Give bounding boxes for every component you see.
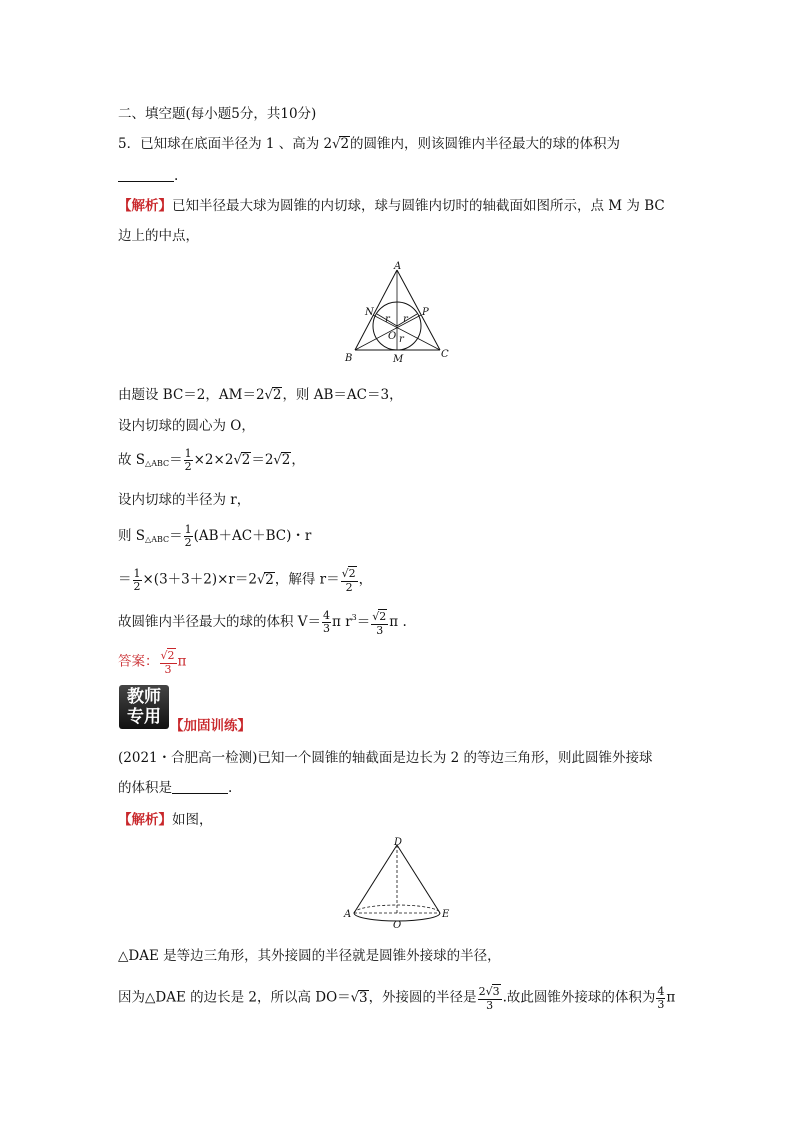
analysis-tag: 【解析】	[118, 812, 172, 828]
equals: ＝	[356, 614, 371, 630]
step-1-text-end: ，则 AB＝AC＝3，	[282, 387, 403, 403]
equals: ＝	[169, 528, 183, 544]
denominator: 2	[184, 536, 192, 549]
sqrt-symbol: √	[264, 388, 273, 403]
subscript: △ABC	[145, 535, 170, 544]
badge-line-1: 教师	[127, 687, 161, 707]
superscript: 3	[351, 613, 357, 622]
numerator: 1	[184, 447, 192, 460]
radicand: 2	[348, 567, 356, 580]
label-A: A	[394, 261, 402, 272]
fraction	[133, 568, 142, 593]
radicand: 2	[167, 649, 175, 662]
analysis-text: 如图，	[172, 812, 213, 828]
conclusion-line-1: △DAE 是等边三角形，其外接圆的半径就是圆锥外接球的半径，	[118, 948, 501, 964]
label-B: B	[345, 353, 353, 364]
denominator: 2	[133, 579, 141, 593]
step-6-text: ×(3＋3＋2)×r＝2	[142, 571, 257, 588]
conclusion-text: ，外接圆的半径是	[368, 989, 477, 1006]
sqrt-symbol: √	[350, 990, 359, 1006]
step-3-text: 故 S	[118, 452, 146, 468]
numerator: 1	[133, 566, 141, 580]
fraction	[656, 986, 665, 1011]
step-6-text: ，解得 r＝	[274, 571, 340, 588]
sqrt-symbol: √	[233, 453, 242, 468]
fraction	[184, 448, 193, 473]
label-D: D	[394, 837, 403, 848]
fraction-sqrt	[341, 566, 358, 594]
conclusion-line-2	[118, 984, 675, 1012]
numerator: √2	[372, 609, 387, 623]
denominator: 3	[323, 622, 331, 635]
radicand: 3	[492, 985, 500, 998]
denominator: 3	[164, 663, 172, 676]
badge-line-2: 专用	[127, 707, 161, 727]
numerator: 2√3	[478, 985, 500, 998]
radicand: 2	[241, 452, 251, 468]
answer-blank[interactable]	[118, 167, 174, 182]
step-4: 设内切球的半径为 r，	[118, 492, 251, 508]
fraction	[184, 524, 193, 549]
numerator: √2	[160, 649, 175, 662]
analysis-line-1	[118, 196, 665, 216]
label-A: A	[344, 909, 352, 920]
label-P: P	[422, 307, 429, 318]
step-5	[118, 524, 311, 550]
step-6-text-end: ，	[358, 571, 373, 588]
label-O: O	[393, 920, 402, 931]
sqrt-symbol: √	[273, 453, 282, 468]
training-text: 的体积是	[118, 780, 172, 796]
question-5	[118, 134, 620, 155]
radicand: 3	[358, 989, 368, 1006]
label-r-right: r	[403, 314, 408, 325]
fraction	[322, 610, 331, 635]
step-7-text: 故圆锥内半径最大的球的体积 V＝	[118, 614, 322, 630]
numerator: √2	[341, 567, 356, 580]
label-M: M	[393, 354, 404, 365]
numerator: 1	[184, 523, 192, 536]
label-r-bottom: r	[399, 334, 404, 345]
section-heading: 二、填空题(每小题5分，共10分)	[118, 106, 317, 122]
teacher-only-badge	[119, 685, 169, 729]
radicand: 2	[281, 452, 291, 468]
numerator: 4	[657, 984, 665, 998]
fraction-sqrt	[478, 984, 502, 1012]
radicand: 2	[379, 609, 387, 623]
step-7-text-end: π .	[389, 614, 407, 630]
denominator: 2	[345, 581, 353, 594]
denominator: 3	[486, 999, 494, 1012]
step-3-text: ，	[291, 452, 305, 468]
step-3	[118, 448, 305, 474]
denominator: 3	[657, 997, 665, 1011]
label-C: C	[441, 349, 449, 360]
step-1	[118, 385, 403, 406]
end-mark: .	[174, 168, 179, 184]
step-2: 设内切球的圆心为 O，	[118, 418, 255, 434]
radicand: 2	[265, 571, 274, 588]
conclusion-text: .故此圆锥外接球的体积为	[502, 989, 656, 1006]
question-text: ．已知球在底面半径为 1 、高为 2	[126, 136, 333, 152]
step-1-text: 由题设 BC＝2，AM＝2	[118, 387, 265, 403]
step-7	[118, 608, 407, 637]
figure-inscribed-sphere	[340, 260, 455, 370]
answer-line	[118, 648, 186, 676]
label-N: N	[365, 307, 374, 318]
coefficient: 2	[478, 985, 486, 998]
label-r-left: r	[385, 314, 390, 325]
end-mark: .	[228, 780, 233, 796]
question-text-end: 的圆锥内，则该圆锥内半径最大的球的体积为	[350, 136, 621, 152]
step-3-text: ＝2	[251, 452, 274, 468]
training-tag: 【加固训练】	[170, 718, 251, 734]
numerator: 4	[323, 609, 331, 622]
analysis-tag: 【解析】	[118, 198, 172, 214]
answer-fraction	[160, 648, 177, 676]
equals: ＝	[118, 571, 132, 588]
fraction-sqrt	[371, 609, 388, 637]
step-5-text: 则 S	[118, 528, 146, 544]
answer-pi: π	[177, 653, 187, 670]
training-line-1: (2021・合肥高一检测)已知一个圆锥的轴截面是边长为 2 的等边三角形，则此圆锥外接球	[118, 750, 653, 766]
step-5-text: (AB＋AC＋BC)・r	[193, 528, 312, 544]
pi: π	[666, 989, 676, 1006]
training-line-2	[118, 778, 232, 798]
training-answer-blank[interactable]	[172, 779, 228, 794]
sqrt-symbol: √	[256, 572, 266, 588]
sqrt-symbol: √	[332, 137, 341, 152]
denominator: 2	[184, 460, 192, 473]
radicand: 2	[340, 136, 350, 152]
analysis-2-line	[118, 810, 213, 830]
label-O: O	[388, 331, 397, 342]
conclusion-text: 因为△DAE 的边长是 2，所以高 DO＝	[118, 989, 351, 1006]
label-E: E	[442, 909, 450, 920]
question-number: 5	[118, 136, 127, 152]
figure-cone	[340, 835, 460, 935]
analysis-line-2: 边上的中点，	[118, 228, 199, 244]
step-3-text: ×2×2	[193, 452, 234, 468]
answer-blank-line	[118, 166, 178, 186]
analysis-text: 已知半径最大球为圆锥的内切球，球与圆锥内切时的轴截面如图所示，点 M 为 BC	[172, 198, 665, 214]
step-6	[118, 566, 372, 594]
pi-r: π r	[332, 614, 352, 630]
radicand: 2	[272, 387, 282, 403]
equals: ＝	[169, 452, 183, 468]
subscript: △ABC	[145, 459, 170, 468]
answer-label: 答案：	[118, 653, 159, 670]
denominator: 3	[376, 623, 384, 637]
